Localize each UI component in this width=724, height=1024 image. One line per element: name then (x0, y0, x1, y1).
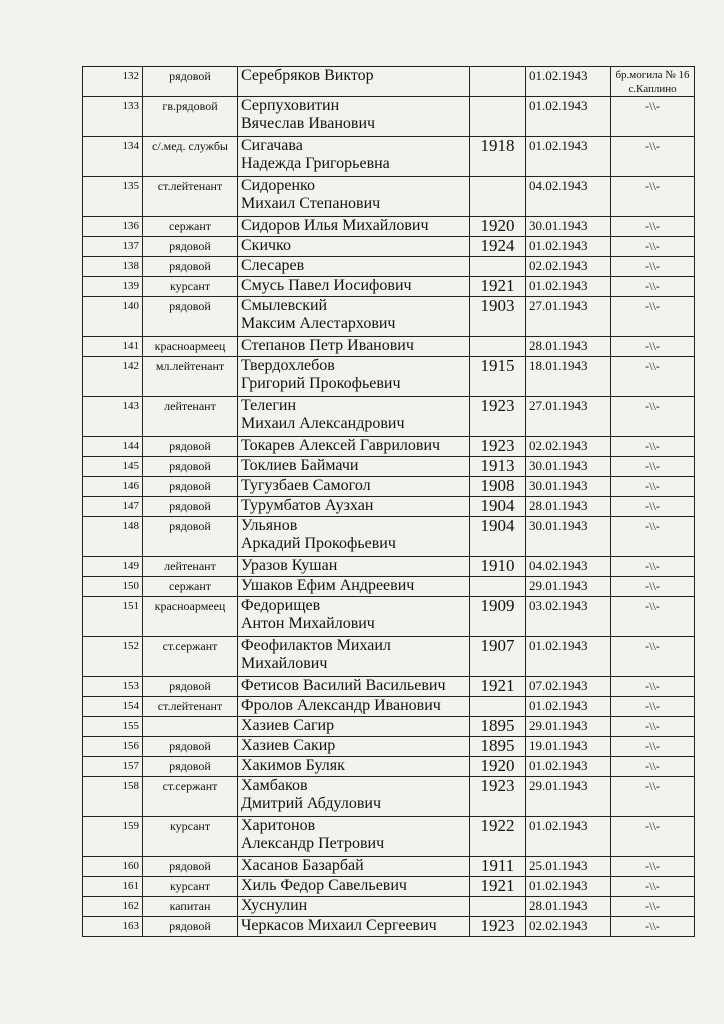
military-rank: ст.лейтенант (143, 177, 238, 217)
burial-place: -\\- (611, 397, 695, 437)
burial-place: -\\- (611, 357, 695, 397)
burial-place: -\\- (611, 137, 695, 177)
table-row (83, 737, 695, 757)
row-number: 153 (83, 677, 143, 697)
birth-year: 1921 (470, 877, 526, 897)
row-number: 140 (83, 297, 143, 337)
table-row (83, 637, 695, 677)
person-name (238, 737, 470, 757)
death-date: 01.02.1943 (526, 697, 611, 717)
death-date: 04.02.1943 (526, 557, 611, 577)
birth-year (470, 97, 526, 137)
row-number: 133 (83, 97, 143, 137)
death-date: 27.01.1943 (526, 397, 611, 437)
row-number: 158 (83, 777, 143, 817)
person-name (238, 557, 470, 577)
burial-place: -\\- (611, 497, 695, 517)
birth-year: 1923 (470, 397, 526, 437)
person-name (238, 337, 470, 357)
row-number: 146 (83, 477, 143, 497)
military-rank: капитан (143, 897, 238, 917)
person-name (238, 277, 470, 297)
table-row (83, 777, 695, 817)
military-rank: рядовой (143, 497, 238, 517)
person-name (238, 457, 470, 477)
table-row (83, 877, 695, 897)
row-number: 147 (83, 497, 143, 517)
birth-year (470, 897, 526, 917)
burial-place: -\\- (611, 457, 695, 477)
row-number: 156 (83, 737, 143, 757)
military-rank: рядовой (143, 257, 238, 277)
birth-year: 1915 (470, 357, 526, 397)
burial-place: -\\- (611, 257, 695, 277)
row-number: 137 (83, 237, 143, 257)
burial-place: бр.могила № 16 с.Каплино (611, 67, 695, 97)
military-rank: лейтенант (143, 397, 238, 437)
burial-place: -\\- (611, 777, 695, 817)
death-date: 29.01.1943 (526, 577, 611, 597)
birth-year: 1908 (470, 477, 526, 497)
row-number: 160 (83, 857, 143, 877)
death-date: 01.02.1943 (526, 97, 611, 137)
name-line: Надежда Григорьевна (241, 155, 390, 172)
name-line: Максим Алестархович (241, 315, 396, 332)
name-line: Черкасов Михаил Сергеевич (241, 917, 437, 934)
burial-place: -\\- (611, 857, 695, 877)
row-number: 148 (83, 517, 143, 557)
death-date: 28.01.1943 (526, 497, 611, 517)
burial-place: -\\- (611, 177, 695, 217)
row-number: 141 (83, 337, 143, 357)
name-line: Александр Петрович (241, 835, 385, 852)
name-line: Федорищев (241, 597, 321, 614)
name-line: Хазиев Сагир (241, 717, 335, 734)
name-line: Ульянов (241, 517, 298, 534)
birth-year: 1903 (470, 297, 526, 337)
name-line: Сидоренко (241, 177, 315, 194)
table-row (83, 857, 695, 877)
burial-place: -\\- (611, 237, 695, 257)
death-date: 02.02.1943 (526, 257, 611, 277)
burial-place: -\\- (611, 577, 695, 597)
death-date: 19.01.1943 (526, 737, 611, 757)
military-rank: сержант (143, 577, 238, 597)
burial-place: -\\- (611, 917, 695, 937)
military-rank: гв.рядовой (143, 97, 238, 137)
military-rank: рядовой (143, 67, 238, 97)
death-date: 04.02.1943 (526, 177, 611, 217)
death-date: 27.01.1943 (526, 297, 611, 337)
name-line: Григорий Прокофьевич (241, 375, 401, 392)
name-line: Уразов Кушан (241, 557, 338, 574)
person-name (238, 97, 470, 137)
military-rank: рядовой (143, 237, 238, 257)
name-line: Феофилактов Михаил (241, 637, 391, 654)
burial-place: -\\- (611, 437, 695, 457)
death-date: 03.02.1943 (526, 597, 611, 637)
burial-place: -\\- (611, 557, 695, 577)
row-number: 159 (83, 817, 143, 857)
military-rank: с/.мед. службы (143, 137, 238, 177)
name-line: Хакимов Буляк (241, 757, 345, 774)
military-rank: курсант (143, 877, 238, 897)
name-line: Сигачава (241, 137, 303, 154)
name-line: Хасанов Базарбай (241, 857, 364, 874)
military-rank: ст.лейтенант (143, 697, 238, 717)
name-line: Дмитрий Абдулович (241, 795, 381, 812)
table-row (83, 177, 695, 217)
row-number: 162 (83, 897, 143, 917)
table-row (83, 817, 695, 857)
death-date: 01.02.1943 (526, 237, 611, 257)
table-row (83, 477, 695, 497)
person-name (238, 677, 470, 697)
birth-year: 1922 (470, 817, 526, 857)
birth-year (470, 67, 526, 97)
death-date: 25.01.1943 (526, 857, 611, 877)
death-date: 29.01.1943 (526, 717, 611, 737)
name-line: Токлиев Баймачи (241, 457, 359, 474)
table-row (83, 497, 695, 517)
military-rank: рядовой (143, 917, 238, 937)
person-name (238, 67, 470, 97)
birth-year: 1918 (470, 137, 526, 177)
row-number: 161 (83, 877, 143, 897)
military-rank: рядовой (143, 737, 238, 757)
death-date: 30.01.1943 (526, 457, 611, 477)
military-rank: ст.сержант (143, 637, 238, 677)
table-row (83, 277, 695, 297)
burial-place: -\\- (611, 817, 695, 857)
burial-place: -\\- (611, 737, 695, 757)
birth-year: 1895 (470, 737, 526, 757)
birth-year (470, 337, 526, 357)
death-date: 01.02.1943 (526, 757, 611, 777)
birth-year (470, 257, 526, 277)
row-number: 150 (83, 577, 143, 597)
death-date: 01.02.1943 (526, 637, 611, 677)
table-row (83, 677, 695, 697)
table-row (83, 357, 695, 397)
person-name (238, 597, 470, 637)
name-line: Серпуховитин (241, 97, 340, 114)
name-line: Антон Михайлович (241, 615, 375, 632)
table-row (83, 257, 695, 277)
birth-year (470, 177, 526, 217)
person-name (238, 577, 470, 597)
row-number: 143 (83, 397, 143, 437)
row-number: 151 (83, 597, 143, 637)
military-rank: рядовой (143, 517, 238, 557)
name-line: Фетисов Василий Васильевич (241, 677, 446, 694)
name-line: Телегин (241, 397, 297, 414)
burial-roster-table (82, 66, 695, 937)
birth-year: 1904 (470, 497, 526, 517)
death-date: 02.02.1943 (526, 437, 611, 457)
person-name (238, 717, 470, 737)
military-rank: ст.сержант (143, 777, 238, 817)
person-name (238, 397, 470, 437)
name-line: Смылевский (241, 297, 328, 314)
person-name (238, 437, 470, 457)
military-rank: рядовой (143, 477, 238, 497)
name-line: Твердохлебов (241, 357, 335, 374)
death-date: 02.02.1943 (526, 917, 611, 937)
person-name (238, 137, 470, 177)
burial-place: -\\- (611, 337, 695, 357)
table-row (83, 457, 695, 477)
death-date: 30.01.1943 (526, 517, 611, 557)
person-name (238, 297, 470, 337)
person-name (238, 897, 470, 917)
name-line: Ушаков Ефим Андреевич (241, 577, 415, 594)
burial-place: -\\- (611, 697, 695, 717)
birth-year (470, 697, 526, 717)
birth-year: 1923 (470, 917, 526, 937)
death-date: 29.01.1943 (526, 777, 611, 817)
table-row (83, 217, 695, 237)
person-name (238, 697, 470, 717)
row-number: 155 (83, 717, 143, 737)
death-date: 30.01.1943 (526, 477, 611, 497)
person-name (238, 517, 470, 557)
name-line: Михаил Степанович (241, 195, 381, 212)
name-line: Фролов Александр Иванович (241, 697, 441, 714)
row-number: 142 (83, 357, 143, 397)
person-name (238, 237, 470, 257)
military-rank: красноармеец (143, 597, 238, 637)
name-line: Турумбатов Аузхан (241, 497, 374, 514)
death-date: 01.02.1943 (526, 67, 611, 97)
name-line: Михайлович (241, 655, 328, 672)
table-row (83, 237, 695, 257)
name-line: Степанов Петр Иванович (241, 337, 414, 354)
military-rank: рядовой (143, 857, 238, 877)
burial-place: -\\- (611, 277, 695, 297)
military-rank: рядовой (143, 297, 238, 337)
name-line: Слесарев (241, 257, 305, 274)
row-number: 134 (83, 137, 143, 177)
military-rank: рядовой (143, 757, 238, 777)
burial-place: -\\- (611, 597, 695, 637)
person-name (238, 757, 470, 777)
death-date: 01.02.1943 (526, 277, 611, 297)
row-number: 135 (83, 177, 143, 217)
name-line: Хамбаков (241, 777, 308, 794)
birth-year: 1920 (470, 217, 526, 237)
person-name (238, 497, 470, 517)
military-rank: сержант (143, 217, 238, 237)
person-name (238, 857, 470, 877)
death-date: 30.01.1943 (526, 217, 611, 237)
birth-year: 1907 (470, 637, 526, 677)
table-row (83, 897, 695, 917)
row-number: 163 (83, 917, 143, 937)
military-rank (143, 717, 238, 737)
name-line: Хазиев Сакир (241, 737, 336, 754)
birth-year (470, 577, 526, 597)
row-number: 149 (83, 557, 143, 577)
table-row (83, 437, 695, 457)
name-line: Хиль Федор Савельевич (241, 877, 407, 894)
name-line: Серебряков Виктор (241, 67, 374, 84)
birth-year: 1895 (470, 717, 526, 737)
name-line: Токарев Алексей Гаврилович (241, 437, 441, 454)
death-date: 28.01.1943 (526, 337, 611, 357)
birth-year: 1924 (470, 237, 526, 257)
burial-place: -\\- (611, 757, 695, 777)
person-name (238, 637, 470, 677)
burial-place: -\\- (611, 897, 695, 917)
row-number: 154 (83, 697, 143, 717)
name-line: Смусь Павел Иосифович (241, 277, 412, 294)
person-name (238, 177, 470, 217)
burial-place: -\\- (611, 717, 695, 737)
military-rank: мл.лейтенант (143, 357, 238, 397)
table-row (83, 337, 695, 357)
birth-year: 1913 (470, 457, 526, 477)
table-row (83, 697, 695, 717)
death-date: 01.02.1943 (526, 817, 611, 857)
person-name (238, 817, 470, 857)
military-rank: рядовой (143, 677, 238, 697)
person-name (238, 477, 470, 497)
table-row (83, 577, 695, 597)
person-name (238, 357, 470, 397)
burial-place: -\\- (611, 677, 695, 697)
burial-place: -\\- (611, 477, 695, 497)
row-number: 132 (83, 67, 143, 97)
birth-year: 1923 (470, 437, 526, 457)
birth-year: 1904 (470, 517, 526, 557)
military-rank: курсант (143, 817, 238, 857)
name-line: Михаил Александрович (241, 415, 405, 432)
person-name (238, 217, 470, 237)
burial-place: -\\- (611, 297, 695, 337)
person-name (238, 257, 470, 277)
name-line: Скичко (241, 237, 292, 254)
person-name (238, 917, 470, 937)
table-row (83, 97, 695, 137)
row-number: 145 (83, 457, 143, 477)
military-rank: красноармеец (143, 337, 238, 357)
person-name (238, 777, 470, 817)
burial-place: -\\- (611, 877, 695, 897)
name-line: Хуснулин (241, 897, 308, 914)
birth-year: 1920 (470, 757, 526, 777)
name-line: Харитонов (241, 817, 316, 834)
row-number: 136 (83, 217, 143, 237)
table-row (83, 757, 695, 777)
row-number: 139 (83, 277, 143, 297)
burial-place: -\\- (611, 217, 695, 237)
birth-year: 1921 (470, 277, 526, 297)
birth-year: 1923 (470, 777, 526, 817)
table-row (83, 597, 695, 637)
death-date: 01.02.1943 (526, 137, 611, 177)
burial-place: -\\- (611, 97, 695, 137)
name-line: Тугузбаев Самогол (241, 477, 371, 494)
military-rank: рядовой (143, 437, 238, 457)
table-row (83, 517, 695, 557)
military-rank: лейтенант (143, 557, 238, 577)
burial-place: -\\- (611, 517, 695, 557)
table-row (83, 137, 695, 177)
birth-year: 1921 (470, 677, 526, 697)
death-date: 01.02.1943 (526, 877, 611, 897)
table-row (83, 557, 695, 577)
name-line: Сидоров Илья Михайлович (241, 217, 429, 234)
name-line: Аркадий Прокофьевич (241, 535, 396, 552)
death-date: 07.02.1943 (526, 677, 611, 697)
name-line: Вячеслав Иванович (241, 115, 376, 132)
row-number: 152 (83, 637, 143, 677)
table-row (83, 717, 695, 737)
birth-year: 1909 (470, 597, 526, 637)
birth-year: 1910 (470, 557, 526, 577)
death-date: 18.01.1943 (526, 357, 611, 397)
row-number: 157 (83, 757, 143, 777)
death-date: 28.01.1943 (526, 897, 611, 917)
row-number: 144 (83, 437, 143, 457)
birth-year: 1911 (470, 857, 526, 877)
burial-place: -\\- (611, 637, 695, 677)
military-rank: курсант (143, 277, 238, 297)
table-row (83, 297, 695, 337)
table-row (83, 67, 695, 97)
person-name (238, 877, 470, 897)
military-rank: рядовой (143, 457, 238, 477)
row-number: 138 (83, 257, 143, 277)
table-row (83, 917, 695, 937)
table-row (83, 397, 695, 437)
